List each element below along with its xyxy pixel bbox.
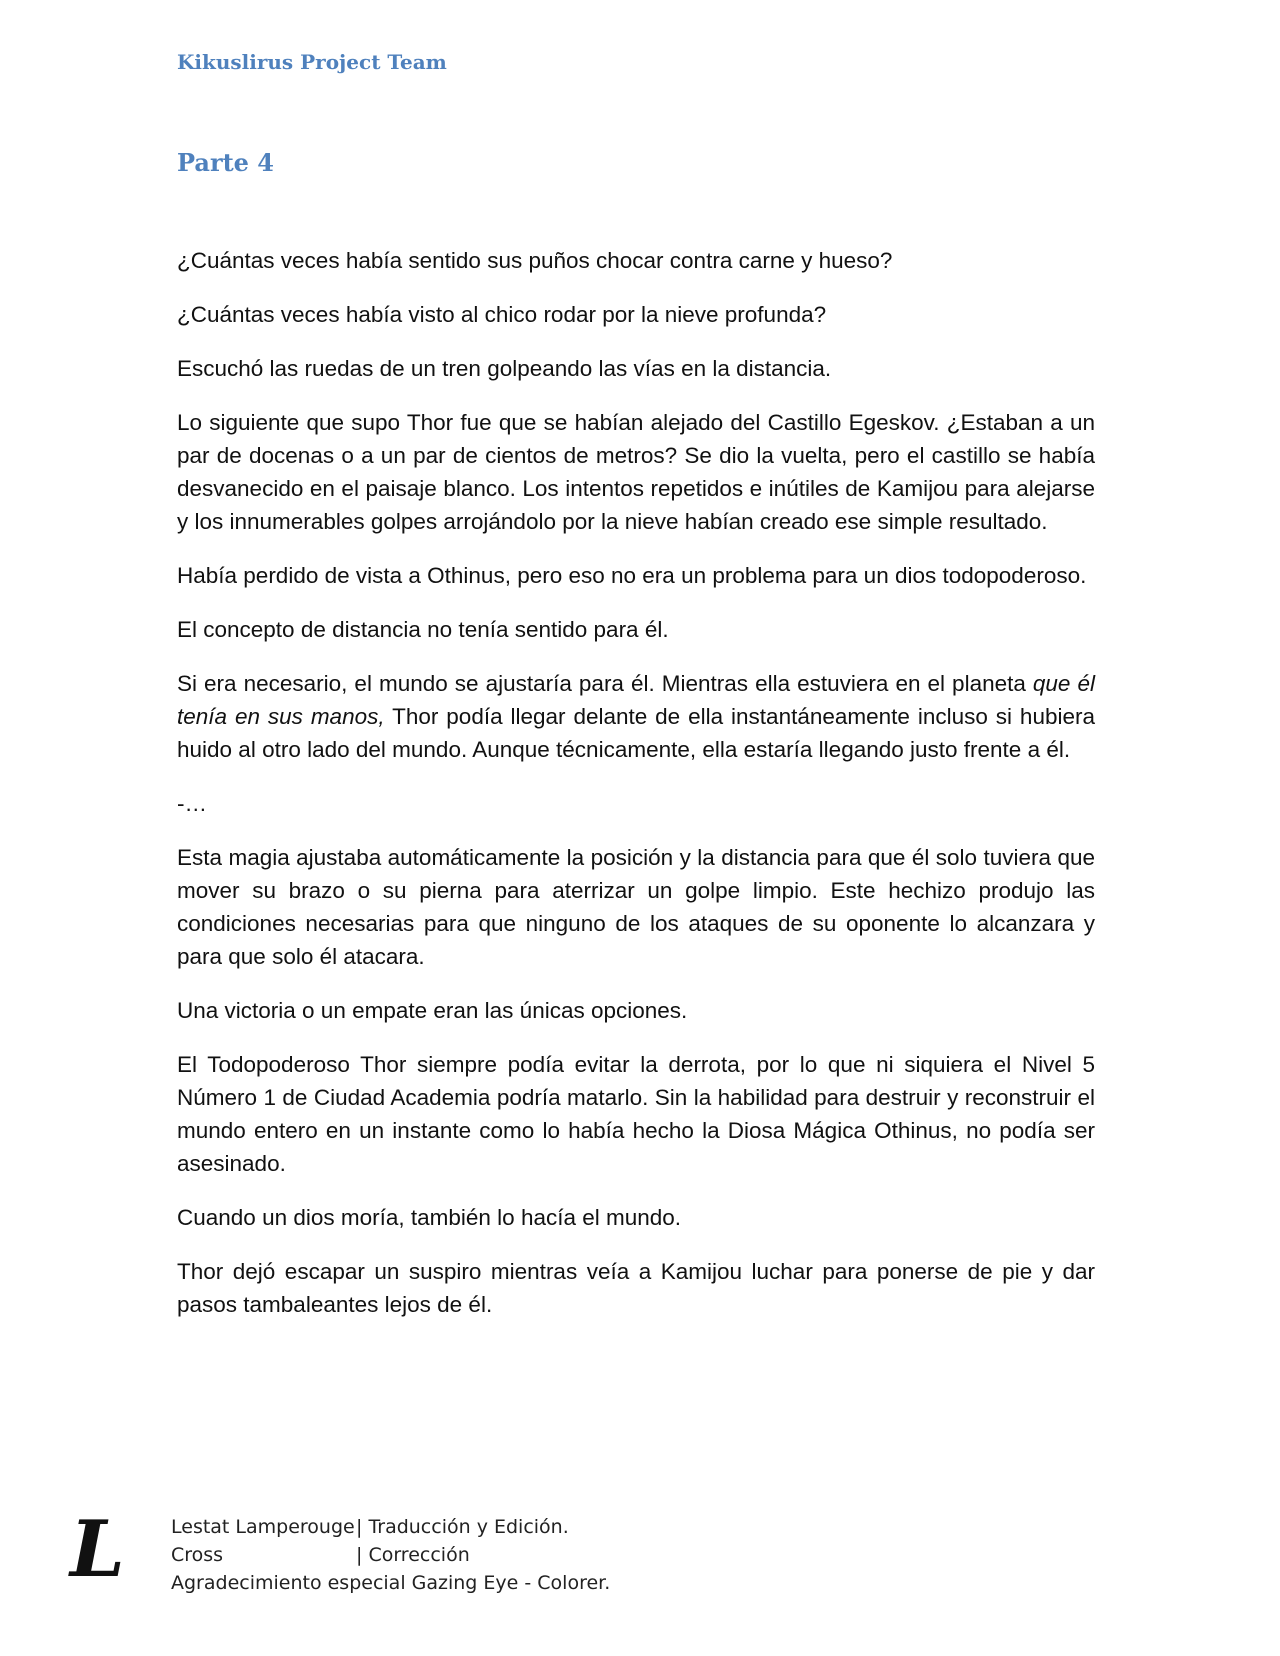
section-title: Parte 4 — [177, 148, 275, 177]
paragraph: Thor dejó escapar un suspiro mientras veía a Kamijou luchar para ponerse de pie y dar pasos tambaleantes lejos de él. — [177, 1259, 1095, 1317]
paragraph: ¿Cuántas veces había visto al chico rodar por la nieve profunda? — [177, 302, 827, 327]
credit-role: | Corrección — [356, 1544, 470, 1566]
paragraph: Lo siguiente que supo Thor fue que se habían alejado del Castillo Egeskov. ¿Estaban a un par de docenas o a un par de cientos de metros? Se dio la vuelta, pero el castillo se había desvanecido en el paisaje blanco. Los intentos repetidos e inútiles de Kamijou para alejarse y los innumerables golpes arrojándolo por la nieve habían creado ese simple resultado. — [177, 410, 1095, 534]
logo-letter: L — [70, 1512, 125, 1590]
paragraph: -… — [177, 791, 207, 816]
paragraph: El concepto de distancia no tenía sentido para él. — [177, 617, 669, 642]
paragraph: Cuando un dios moría, también lo hacía el mundo. — [177, 1205, 682, 1230]
credit-name: Cross — [171, 1544, 224, 1566]
credit-row — [171, 1541, 610, 1569]
paragraph: Había perdido de vista a Othinus, pero eso no era un problema para un dios todopoderoso. — [177, 563, 1087, 588]
emphasized-text: que él tenía en sus manos, — [177, 671, 1095, 729]
paragraph: ¿Cuántas veces había sentido sus puños chocar contra carne y hueso? — [177, 248, 893, 273]
page-header: Kikuslirus Project Team — [177, 50, 447, 74]
special-thanks: Agradecimiento especial Gazing Eye - Colorer. — [171, 1572, 611, 1594]
paragraph-part: Thor podía llegar delante de ella instantáneamente incluso si hubiera huido al otro lado del mundo. Aunque técnicamente, ella estaría llegando justo frente a él. — [177, 704, 1095, 762]
footer-credits — [171, 1513, 610, 1597]
paragraph-part: Si era necesario, el mundo se ajustaría para él. Mientras ella estuviera en el planeta — [177, 671, 1033, 696]
paragraph: Escuchó las ruedas de un tren golpeando las vías en la distancia. — [177, 356, 832, 381]
credit-name: Lestat Lamperouge — [171, 1516, 355, 1538]
body-text — [177, 244, 1095, 1342]
credit-role: | Traducción y Edición. — [356, 1516, 569, 1538]
gothic-l-logo — [66, 1512, 130, 1590]
paragraph: Esta magia ajustaba automáticamente la posición y la distancia para que él solo tuviera que mover su brazo o su pierna para aterrizar un golpe limpio. Este hechizo produjo las condiciones necesarias para que ninguno de los ataques de su oponente lo alcanzara y para que solo él atacara. — [177, 845, 1095, 969]
paragraph: Una victoria o un empate eran las únicas opciones. — [177, 998, 688, 1023]
credit-row — [171, 1513, 610, 1541]
paragraph-with-emphasis — [177, 667, 1095, 766]
paragraph: El Todopoderoso Thor siempre podía evitar la derrota, por lo que ni siquiera el Nivel 5 Número 1 de Ciudad Academia podría matarlo. Sin la habilidad para destruir y reconstruir el mundo entero en un instante como lo había hecho la Diosa Mágica Othinus, no podía ser asesinado. — [177, 1052, 1095, 1176]
